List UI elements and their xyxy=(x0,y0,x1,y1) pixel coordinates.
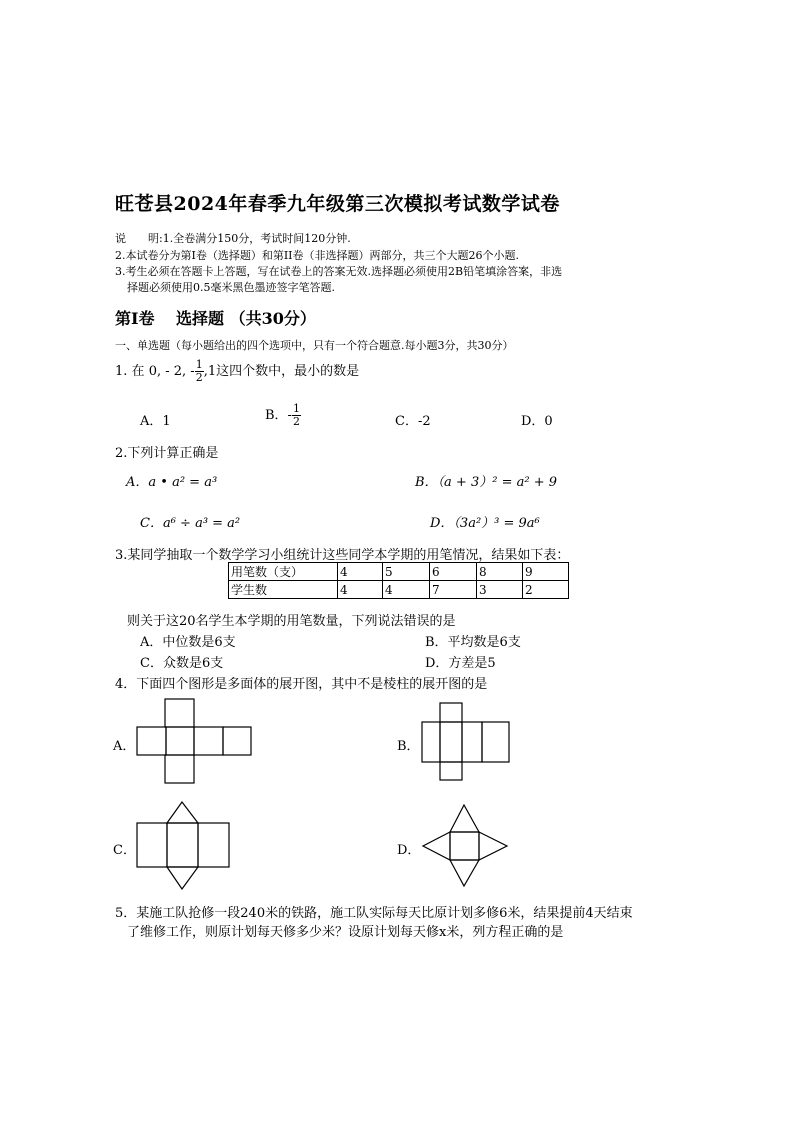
net-b-bottom-face xyxy=(440,762,462,780)
question-4-stem: 4．下面四个图形是多面体的展开图，其中不是棱柱的展开图的是 xyxy=(115,677,488,692)
net-b-figure xyxy=(421,702,517,782)
question-5-line-2: 了维修工作，则原计划每天修多少米？设原计划每天修x米，列方程正确的是 xyxy=(127,925,564,940)
net-c-bottom-triangle xyxy=(167,867,198,889)
q1-option-b-label: B．- xyxy=(265,408,292,423)
q1-frac-den: 2 xyxy=(195,371,203,384)
net-d-bottom-triangle xyxy=(450,860,479,886)
q3-option-d: D．方差是5 xyxy=(425,656,496,671)
q1-fraction xyxy=(195,359,204,384)
table-cell: 4 xyxy=(338,563,383,581)
table-cell: 4 xyxy=(338,581,383,599)
q1-option-b-den: 2 xyxy=(292,415,300,428)
q2-option-c: C．a⁶ ÷ a³ = a² xyxy=(140,516,241,531)
net-d-figure xyxy=(422,804,510,888)
table-header-cell: 用笔数（支） xyxy=(229,563,338,581)
section-title: 第Ⅰ卷 选择题 （共30分） xyxy=(115,309,316,328)
notes-item-2: 2.本试卷分为第Ⅰ卷（选择题）和第II卷（非选择题）两部分，共三个大题26个小题. xyxy=(115,249,520,262)
net-c-face-3 xyxy=(198,823,229,867)
q2-option-a: A．a • a² = a³ xyxy=(126,475,218,490)
net-a-face-3 xyxy=(194,727,223,755)
exam-title: 旺苍县2024年春季九年级第三次模拟考试数学试卷 xyxy=(115,193,560,215)
net-a-face-4 xyxy=(223,727,251,755)
q3-option-c: C．众数是6支 xyxy=(140,656,224,671)
net-c-figure xyxy=(136,800,232,892)
net-b-face-1 xyxy=(422,722,440,762)
q3-option-b: B．平均数是6支 xyxy=(425,635,521,650)
table-cell: 6 xyxy=(430,563,477,581)
table-cell: 4 xyxy=(383,581,430,599)
q1-suffix: ,1这四个数中，最小的数是 xyxy=(203,364,360,379)
table-row xyxy=(229,563,569,581)
net-c-face-1 xyxy=(137,823,167,867)
table-cell: 3 xyxy=(477,581,523,599)
question-2-stem: 2.下列计算正确是 xyxy=(115,446,219,461)
table-cell: 8 xyxy=(477,563,523,581)
q1-option-d: D．0 xyxy=(521,414,553,429)
question-5-line-1: 5．某施工队抢修一段240米的铁路，施工队实际每天比原计划多修6米，结果提前4天结束 xyxy=(115,906,633,921)
notes-label: 说 明 xyxy=(115,232,159,245)
q1-numbers: 0, - 2, - xyxy=(148,364,195,379)
q2-option-d: D．（3a²）³ = 9a⁶ xyxy=(430,516,540,531)
net-d-top-triangle xyxy=(450,805,479,832)
question-3-stem: 3.某同学抽取一个数学学习小组统计这些同学本学期的用笔情况，结果如下表： xyxy=(115,548,570,563)
net-b-face-4 xyxy=(482,722,509,762)
q2-option-b: B．（a + 3）² = a² + 9 xyxy=(415,475,557,490)
table-cell: 2 xyxy=(523,581,569,599)
notes-item-3a: 3.考生必须在答题卡上答题，写在试卷上的答案无效.选择题必须使用2B铅笔填涂答案，非选 xyxy=(115,265,563,278)
q1-option-b xyxy=(265,403,301,428)
net-b-face-3 xyxy=(462,722,482,762)
q1-option-c: C．-2 xyxy=(395,414,431,429)
net-c-top-triangle xyxy=(167,802,198,823)
notes-item-1: :1.全卷满分150分，考试时间120分钟. xyxy=(159,232,351,245)
q1-option-b-num: 1 xyxy=(292,402,300,415)
table-row xyxy=(229,581,569,599)
section-instructions: 一、单选题（每小题给出的四个选项中，只有一个符合题意.每小题3分，共30分） xyxy=(115,339,514,352)
net-d-base-square xyxy=(450,832,479,860)
table-cell: 5 xyxy=(383,563,430,581)
q3-question: 则关于这20名学生本学期的用笔数量，下列说法错误的是 xyxy=(127,614,456,629)
net-a-top-face xyxy=(165,699,194,727)
table-cell: 9 xyxy=(523,563,569,581)
q1-option-b-fraction xyxy=(292,403,301,428)
net-d-left-triangle xyxy=(423,832,450,860)
q4-option-b-label: B． xyxy=(397,739,420,754)
table-cell: 7 xyxy=(430,581,477,599)
q1-prefix: 1. 在 xyxy=(115,364,145,379)
pen-usage-table xyxy=(228,562,569,599)
q4-option-a-label: A． xyxy=(113,739,136,754)
notes-line-1 xyxy=(115,230,351,246)
table-header-cell: 学生数 xyxy=(229,581,338,599)
net-a-face-2 xyxy=(166,727,194,755)
net-b-face-2 xyxy=(440,722,462,762)
q4-option-d-label: D． xyxy=(397,843,421,858)
q1-option-a: A．1 xyxy=(140,414,171,429)
net-a-face-1 xyxy=(137,727,166,755)
question-1-stem xyxy=(115,359,359,384)
q3-option-a: A．中位数是6支 xyxy=(140,635,236,650)
q1-frac-num: 1 xyxy=(195,358,203,371)
net-d-right-triangle xyxy=(479,832,507,860)
notes-item-3b: 择题必须使用0.5毫米黑色墨迹签字笔答题. xyxy=(127,281,335,294)
net-a-figure xyxy=(136,698,256,788)
q4-option-c-label: C． xyxy=(113,843,136,858)
net-a-bottom-face xyxy=(165,755,194,783)
net-b-top-face xyxy=(440,703,462,722)
net-c-face-2 xyxy=(167,823,198,867)
